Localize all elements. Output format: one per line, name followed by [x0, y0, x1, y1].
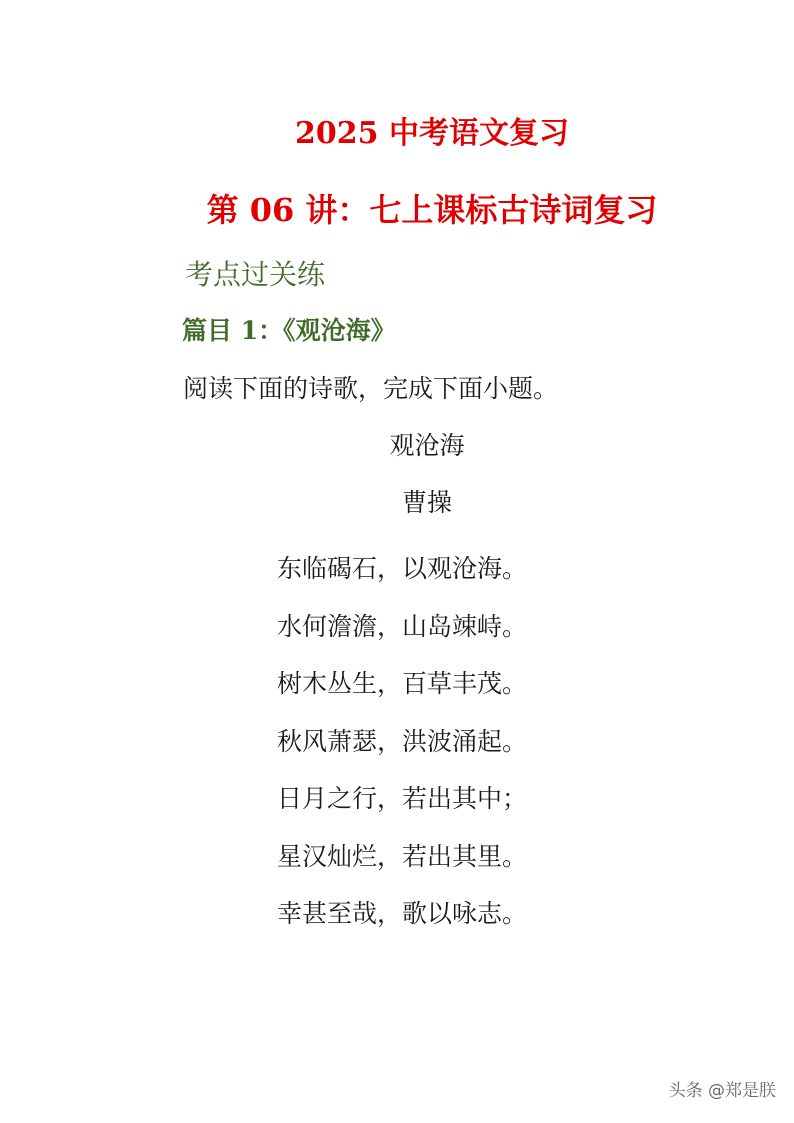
poem-line: 树木丛生，百草丰茂。	[277, 669, 528, 698]
poem-line: 水何澹澹，山岛竦峙。	[277, 611, 528, 641]
poem-line: 秋风萧瑟，洪波涌起。	[277, 726, 528, 756]
watermark: 头条 @郑是朕	[668, 1081, 776, 1101]
poem-line: 幸甚至哉，歌以咏志。	[277, 899, 528, 928]
page-title: 2025 中考语文复习	[295, 116, 569, 151]
poem-author: 曹操	[401, 488, 452, 517]
section-heading: 考点过关练	[185, 258, 326, 291]
poem-body	[277, 540, 527, 943]
poem-line: 星汉灿烂，若出其里。	[277, 841, 528, 871]
question-instruction: 阅读下面的诗歌，完成下面小题。	[183, 374, 559, 403]
article-heading: 篇目 1：《观沧海》	[182, 316, 396, 345]
lecture-title: 第 06 讲：七上课标古诗词复习	[206, 191, 658, 229]
poem-line: 东临碣石，以观沧海。	[277, 554, 528, 583]
poem-title: 观沧海	[389, 431, 465, 460]
poem-line: 日月之行，若出其中；	[277, 784, 528, 813]
